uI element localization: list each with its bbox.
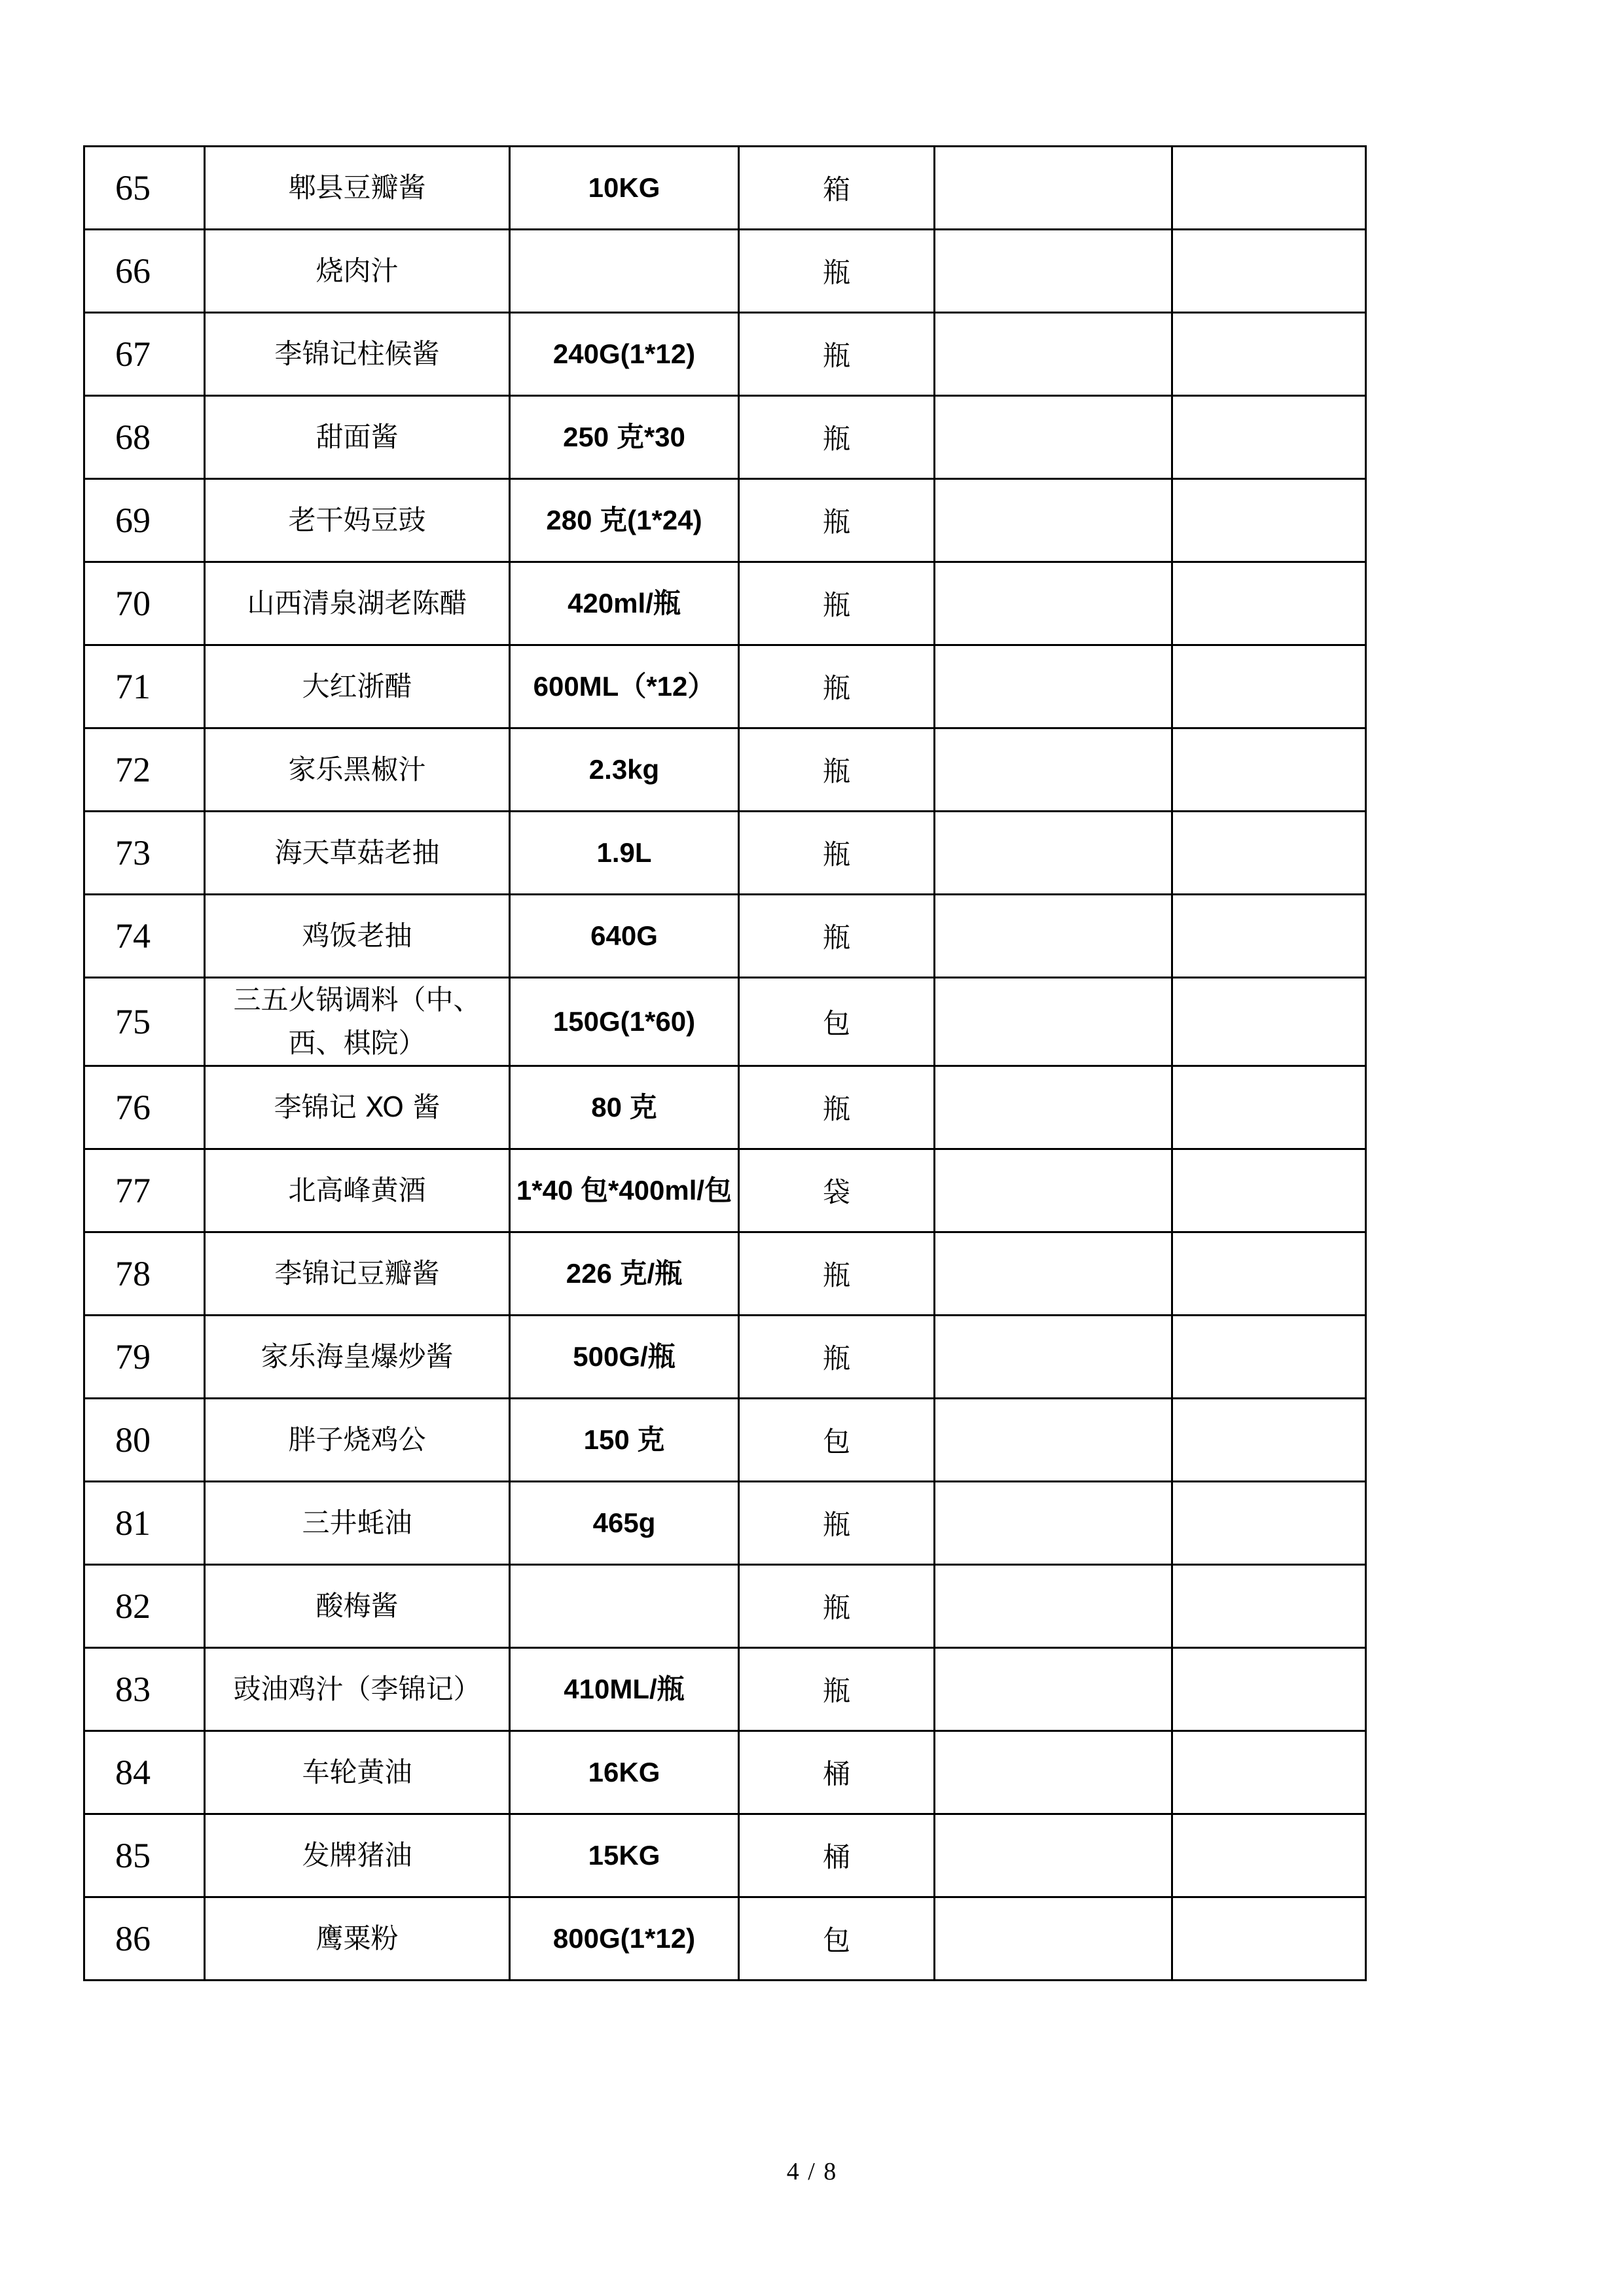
- item-col6: [1172, 895, 1366, 978]
- item-col5: [935, 1066, 1172, 1149]
- item-name: 李锦记豆瓣酱: [205, 1232, 510, 1316]
- item-number: 69: [84, 479, 205, 562]
- item-unit: 瓶: [739, 1066, 935, 1149]
- item-number: 81: [84, 1482, 205, 1565]
- item-col5: [935, 1897, 1172, 1981]
- item-spec: 250 克*30: [510, 396, 739, 479]
- table-row: [84, 147, 1366, 230]
- item-number: 66: [84, 230, 205, 313]
- item-col6: [1172, 479, 1366, 562]
- item-col6: [1172, 1897, 1366, 1981]
- item-spec: 800G(1*12): [510, 1897, 739, 1981]
- item-col5: [935, 728, 1172, 812]
- item-name: 甜面酱: [205, 396, 510, 479]
- item-name: 郫县豆瓣酱: [205, 147, 510, 230]
- item-col6: [1172, 1066, 1366, 1149]
- item-unit: 桶: [739, 1814, 935, 1897]
- item-spec: 410ML/瓶: [510, 1648, 739, 1731]
- table-row: [84, 1897, 1366, 1981]
- item-col5: [935, 1648, 1172, 1731]
- table-row: [84, 1232, 1366, 1316]
- table-row: [84, 1648, 1366, 1731]
- item-number: 76: [84, 1066, 205, 1149]
- item-name: 北高峰黄酒: [205, 1149, 510, 1232]
- product-table: [83, 145, 1367, 1981]
- item-unit: 瓶: [739, 728, 935, 812]
- item-name: 李锦记柱候酱: [205, 313, 510, 396]
- item-spec: 600ML（*12）: [510, 645, 739, 728]
- item-name: 海天草菇老抽: [205, 812, 510, 895]
- item-unit: 瓶: [739, 479, 935, 562]
- item-spec: 226 克/瓶: [510, 1232, 739, 1316]
- table-row: [84, 728, 1366, 812]
- item-col6: [1172, 230, 1366, 313]
- item-col5: [935, 147, 1172, 230]
- item-spec: 1.9L: [510, 812, 739, 895]
- item-col5: [935, 1232, 1172, 1316]
- item-number: 79: [84, 1316, 205, 1399]
- item-spec: 2.3kg: [510, 728, 739, 812]
- table-row: [84, 812, 1366, 895]
- item-unit: 瓶: [739, 396, 935, 479]
- item-number: 80: [84, 1399, 205, 1482]
- item-name: 家乐黑椒汁: [205, 728, 510, 812]
- item-name: 大红浙醋: [205, 645, 510, 728]
- item-col6: [1172, 147, 1366, 230]
- item-col5: [935, 1149, 1172, 1232]
- item-number: 82: [84, 1565, 205, 1648]
- item-spec: 16KG: [510, 1731, 739, 1814]
- item-col6: [1172, 1232, 1366, 1316]
- table-row: [84, 479, 1366, 562]
- item-spec: [510, 230, 739, 313]
- item-name: 烧肉汁: [205, 230, 510, 313]
- item-col6: [1172, 812, 1366, 895]
- item-number: 68: [84, 396, 205, 479]
- item-col6: [1172, 1565, 1366, 1648]
- item-unit: 袋: [739, 1149, 935, 1232]
- item-unit: 瓶: [739, 1232, 935, 1316]
- table-row: [84, 313, 1366, 396]
- item-name: 鸡饭老抽: [205, 895, 510, 978]
- item-col5: [935, 812, 1172, 895]
- item-name: 三井蚝油: [205, 1482, 510, 1565]
- table-row: [84, 1066, 1366, 1149]
- table-row: [84, 978, 1366, 1066]
- item-name: 家乐海皇爆炒酱: [205, 1316, 510, 1399]
- item-unit: 瓶: [739, 562, 935, 645]
- table-row: [84, 1814, 1366, 1897]
- item-spec: 465g: [510, 1482, 739, 1565]
- item-unit: 瓶: [739, 1648, 935, 1731]
- item-number: 70: [84, 562, 205, 645]
- item-col6: [1172, 1399, 1366, 1482]
- item-name: 豉油鸡汁（李锦记）: [205, 1648, 510, 1731]
- item-number: 86: [84, 1897, 205, 1981]
- table-row: [84, 562, 1366, 645]
- item-number: 72: [84, 728, 205, 812]
- item-number: 74: [84, 895, 205, 978]
- item-col5: [935, 645, 1172, 728]
- item-col6: [1172, 978, 1366, 1066]
- item-spec: 150 克: [510, 1399, 739, 1482]
- item-name: 胖子烧鸡公: [205, 1399, 510, 1482]
- item-spec: 280 克(1*24): [510, 479, 739, 562]
- item-number: 65: [84, 147, 205, 230]
- item-number: 77: [84, 1149, 205, 1232]
- item-number: 71: [84, 645, 205, 728]
- item-unit: 瓶: [739, 812, 935, 895]
- item-name: 车轮黄油: [205, 1731, 510, 1814]
- item-unit: 瓶: [739, 1482, 935, 1565]
- item-col5: [935, 1565, 1172, 1648]
- item-number: 67: [84, 313, 205, 396]
- item-spec: 500G/瓶: [510, 1316, 739, 1399]
- item-col6: [1172, 562, 1366, 645]
- item-spec: 1*40 包*400ml/包: [510, 1149, 739, 1232]
- item-col6: [1172, 728, 1366, 812]
- item-spec: 150G(1*60): [510, 978, 739, 1066]
- item-col5: [935, 895, 1172, 978]
- item-unit: 瓶: [739, 645, 935, 728]
- item-unit: 包: [739, 1897, 935, 1981]
- item-unit: 箱: [739, 147, 935, 230]
- table-row: [84, 1149, 1366, 1232]
- table-row: [84, 1482, 1366, 1565]
- table-row: [84, 1316, 1366, 1399]
- item-col5: [935, 313, 1172, 396]
- item-number: 75: [84, 978, 205, 1066]
- item-col5: [935, 978, 1172, 1066]
- item-spec: 15KG: [510, 1814, 739, 1897]
- table-row: [84, 1399, 1366, 1482]
- item-unit: 桶: [739, 1731, 935, 1814]
- item-name: 鹰粟粉: [205, 1897, 510, 1981]
- item-number: 73: [84, 812, 205, 895]
- item-spec: 240G(1*12): [510, 313, 739, 396]
- item-name: 酸梅酱: [205, 1565, 510, 1648]
- item-col5: [935, 1482, 1172, 1565]
- item-unit: 包: [739, 978, 935, 1066]
- item-col6: [1172, 1731, 1366, 1814]
- item-unit: 瓶: [739, 313, 935, 396]
- table-row: [84, 1731, 1366, 1814]
- item-col5: [935, 479, 1172, 562]
- product-table-body: [84, 147, 1366, 1981]
- item-number: 78: [84, 1232, 205, 1316]
- item-unit: 包: [739, 1399, 935, 1482]
- table-row: [84, 1565, 1366, 1648]
- item-col5: [935, 1814, 1172, 1897]
- item-col5: [935, 562, 1172, 645]
- item-col6: [1172, 1482, 1366, 1565]
- item-col6: [1172, 1149, 1366, 1232]
- item-spec: 80 克: [510, 1066, 739, 1149]
- item-number: 85: [84, 1814, 205, 1897]
- item-col6: [1172, 1648, 1366, 1731]
- item-name: 老干妈豆豉: [205, 479, 510, 562]
- item-name: 山西清泉湖老陈醋: [205, 562, 510, 645]
- item-col6: [1172, 396, 1366, 479]
- table-row: [84, 645, 1366, 728]
- item-col5: [935, 396, 1172, 479]
- item-name: 李锦记 XO 酱: [205, 1066, 510, 1149]
- item-unit: 瓶: [739, 1316, 935, 1399]
- item-col6: [1172, 645, 1366, 728]
- table-row: [84, 396, 1366, 479]
- item-col6: [1172, 313, 1366, 396]
- page-number: 4 / 8: [786, 2158, 838, 2185]
- item-spec: 420ml/瓶: [510, 562, 739, 645]
- item-col5: [935, 1731, 1172, 1814]
- table-row: [84, 230, 1366, 313]
- item-unit: 瓶: [739, 1565, 935, 1648]
- item-number: 84: [84, 1731, 205, 1814]
- item-name: 发牌猪油: [205, 1814, 510, 1897]
- item-spec: 640G: [510, 895, 739, 978]
- item-name: 三五火锅调料（中、西、棋院）: [205, 978, 510, 1066]
- item-unit: 瓶: [739, 895, 935, 978]
- item-number: 83: [84, 1648, 205, 1731]
- item-unit: 瓶: [739, 230, 935, 313]
- item-col5: [935, 1316, 1172, 1399]
- item-col5: [935, 1399, 1172, 1482]
- item-spec: [510, 1565, 739, 1648]
- item-col6: [1172, 1316, 1366, 1399]
- table-row: [84, 895, 1366, 978]
- item-col6: [1172, 1814, 1366, 1897]
- item-spec: 10KG: [510, 147, 739, 230]
- item-col5: [935, 230, 1172, 313]
